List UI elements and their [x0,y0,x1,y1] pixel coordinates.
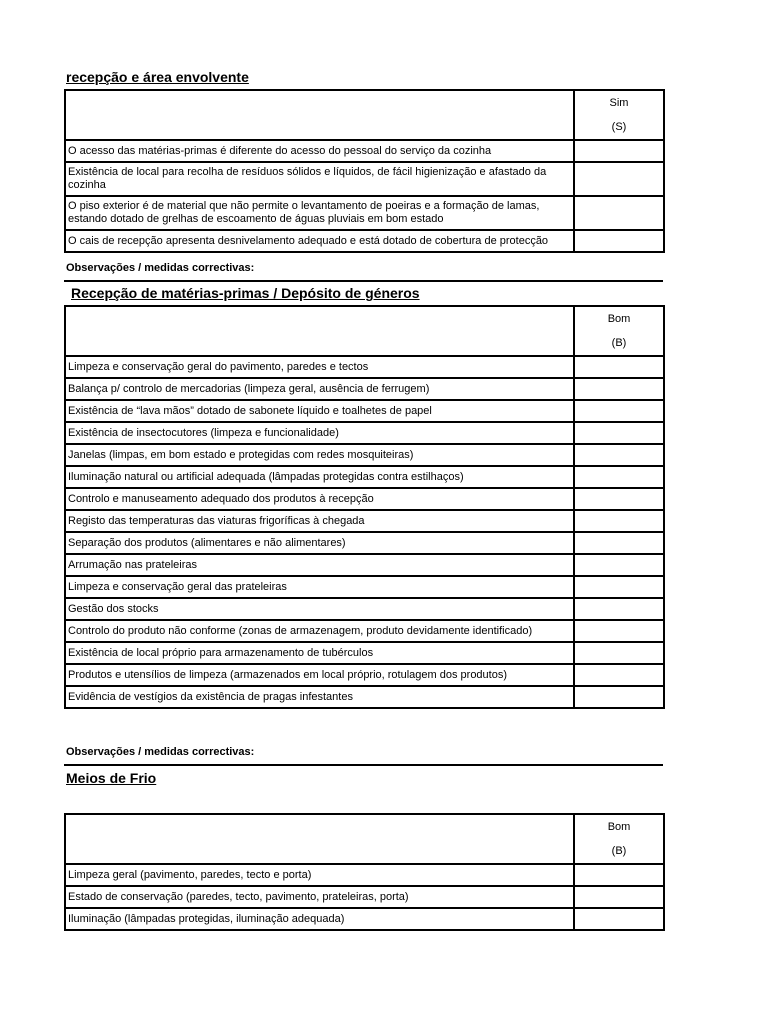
item-check-cell[interactable] [574,664,664,686]
checklist-row [65,230,664,252]
item-label: Limpeza geral (pavimento, paredes, tecto e porta) [65,864,574,886]
item-check-cell[interactable] [574,378,664,400]
checklist-row [65,444,664,466]
column-header-bom: Bom [607,313,631,325]
item-check-cell[interactable] [574,230,664,252]
section-title-recepcao: recepção e área envolvente [66,69,249,85]
item-check-cell[interactable] [574,886,664,908]
item-label: Iluminação natural ou artificial adequada (lâmpadas protegidas contra estilhaços) [65,466,574,488]
item-label: Existência de “lava mãos” dotado de sabonete líquido e toalhetes de papel [65,400,574,422]
item-label: Controlo do produto não conforme (zonas de armazenagem, produto devidamente identificado) [65,620,574,642]
column-abbr-b: (B) [611,845,627,857]
item-label: Separação dos produtos (alimentares e não alimentares) [65,532,574,554]
item-check-cell[interactable] [574,162,664,196]
item-label: Limpeza e conservação geral das prateleiras [65,576,574,598]
item-check-cell[interactable] [574,196,664,230]
item-check-cell[interactable] [574,444,664,466]
item-label: Evidência de vestígios da existência de pragas infestantes [65,686,574,708]
table-header-row [65,306,664,356]
item-label: O piso exterior é de material que não permite o levantamento de poeiras e a formação de lamas, estando dotado de grelhas de escoamento de águas pluviais em bom estado [65,196,574,230]
checklist-row [65,886,664,908]
item-check-cell[interactable] [574,488,664,510]
checklist-row [65,908,664,930]
checklist-row [65,196,664,230]
item-check-cell[interactable] [574,510,664,532]
section-title-deposito: Recepção de matérias-primas / Depósito de géneros [71,285,420,301]
item-label: Arrumação nas prateleiras [65,554,574,576]
header-sim-cell [574,90,664,140]
checklist-row [65,400,664,422]
checklist-row [65,864,664,886]
checklist-row [65,620,664,642]
header-label-cell [65,306,574,356]
item-label: Janelas (limpas, em bom estado e protegidas com redes mosquiteiras) [65,444,574,466]
checklist-table-meios-frio [64,813,665,931]
item-check-cell[interactable] [574,686,664,708]
column-abbr-b: (B) [611,337,627,349]
checklist-row [65,576,664,598]
section-title-meios-frio: Meios de Frio [66,770,157,786]
item-label: Estado de conservação (paredes, tecto, pavimento, prateleiras, porta) [65,886,574,908]
item-check-cell[interactable] [574,598,664,620]
column-abbr-s: (S) [611,121,627,133]
checklist-row [65,488,664,510]
observations-label: Observações / medidas correctivas: [66,262,255,274]
checklist-row [65,554,664,576]
header-bom-cell [574,306,664,356]
checklist-row [65,140,664,162]
item-check-cell[interactable] [574,620,664,642]
header-label-cell [65,90,574,140]
checklist-row [65,686,664,708]
header-bom-cell [574,814,664,864]
item-check-cell[interactable] [574,576,664,598]
checklist-row [65,510,664,532]
column-header-bom: Bom [607,821,631,833]
item-label: Existência de insectocutores (limpeza e funcionalidade) [65,422,574,444]
item-check-cell[interactable] [574,908,664,930]
item-label: O acesso das matérias-primas é diferente do acesso do pessoal do serviço da cozinha [65,140,574,162]
item-label: Registo das temperaturas das viaturas frigoríficas à chegada [65,510,574,532]
observations-divider [64,280,663,282]
header-label-cell [65,814,574,864]
observations-divider [64,764,663,766]
checklist-row [65,356,664,378]
item-label: Existência de local próprio para armazenamento de tubérculos [65,642,574,664]
item-check-cell[interactable] [574,400,664,422]
checklist-row [65,422,664,444]
checklist-table-deposito [64,305,665,709]
item-check-cell[interactable] [574,422,664,444]
item-label: Produtos e utensílios de limpeza (armazenados em local próprio, rotulagem dos produtos) [65,664,574,686]
item-check-cell[interactable] [574,554,664,576]
column-header-sim: Sim [609,97,629,109]
item-label: Limpeza e conservação geral do pavimento, paredes e tectos [65,356,574,378]
item-label: Iluminação (lâmpadas protegidas, iluminação adequada) [65,908,574,930]
checklist-row [65,162,664,196]
item-label: O cais de recepção apresenta desnivelamento adequado e está dotado de cobertura de protecção [65,230,574,252]
checklist-table-recepcao [64,89,665,253]
observations-label: Observações / medidas correctivas: [66,746,255,758]
item-check-cell[interactable] [574,642,664,664]
item-check-cell[interactable] [574,466,664,488]
item-check-cell[interactable] [574,356,664,378]
table-header-row [65,814,664,864]
checklist-row [65,598,664,620]
item-label: Balança p/ controlo de mercadorias (limpeza geral, ausência de ferrugem) [65,378,574,400]
item-check-cell[interactable] [574,532,664,554]
item-check-cell[interactable] [574,864,664,886]
checklist-row [65,466,664,488]
table-header-row [65,90,664,140]
item-label: Controlo e manuseamento adequado dos produtos à recepção [65,488,574,510]
item-label: Existência de local para recolha de resíduos sólidos e líquidos, de fácil higienização e afastado da cozinha [65,162,574,196]
checklist-row [65,642,664,664]
item-label: Gestão dos stocks [65,598,574,620]
checklist-row [65,378,664,400]
checklist-row [65,664,664,686]
checklist-row [65,532,664,554]
item-check-cell[interactable] [574,140,664,162]
